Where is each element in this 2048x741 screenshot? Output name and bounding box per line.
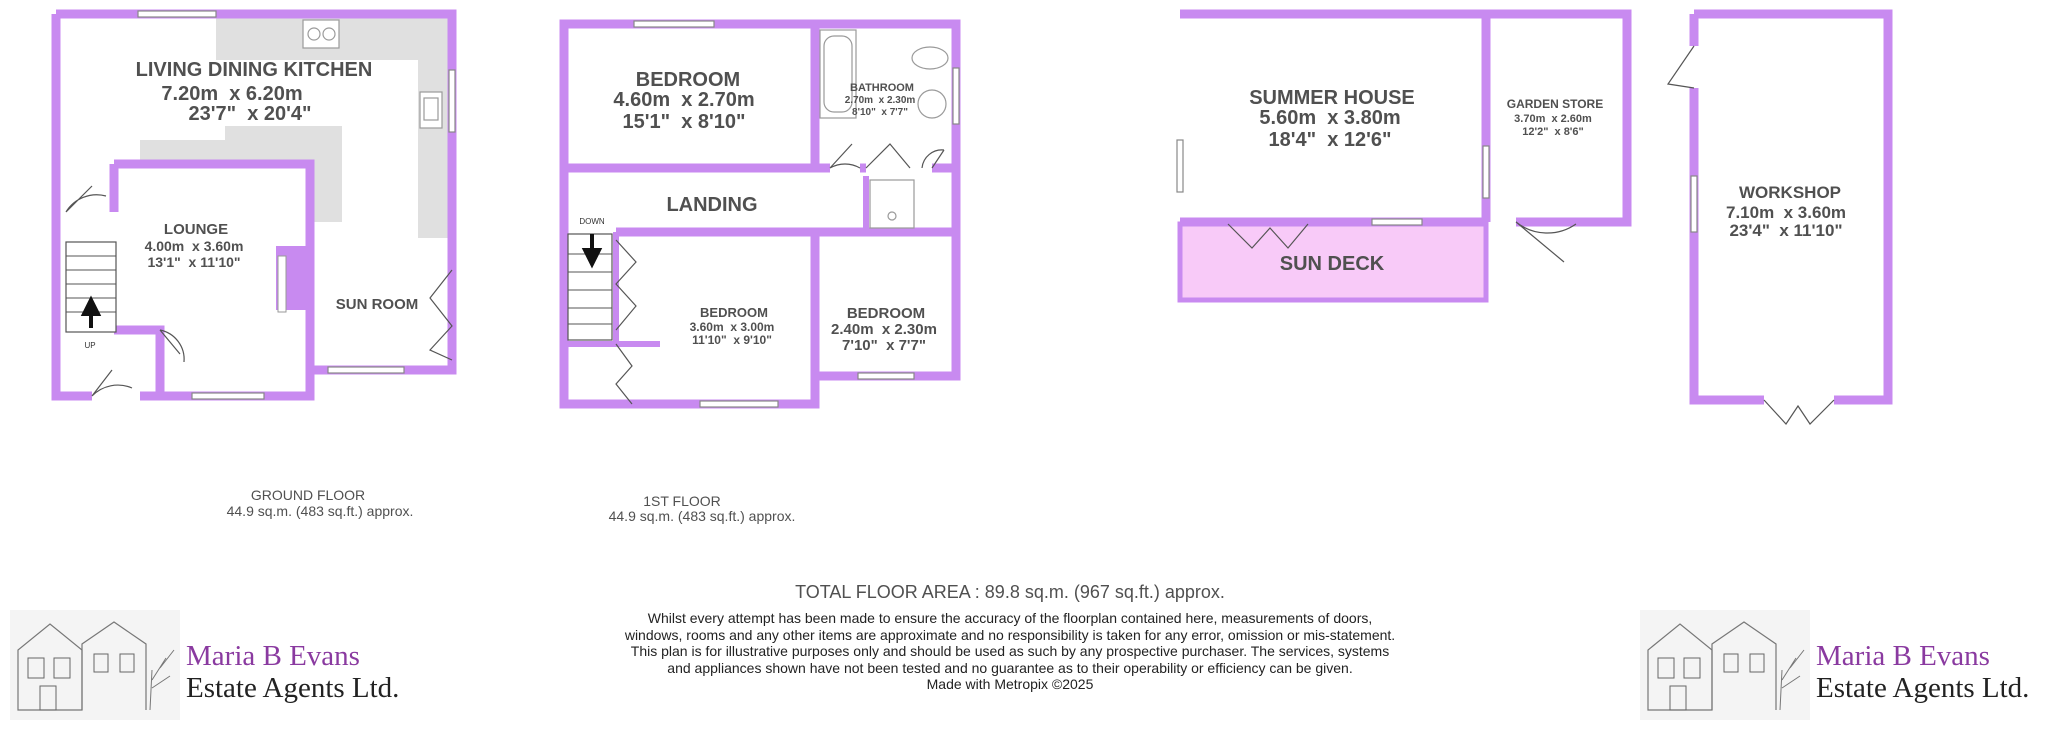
room-imperial-lounge: 13'1" x 11'10" — [147, 254, 241, 270]
room-imperial-summer-house: 18'4" x 12'6" — [1268, 129, 1392, 151]
stairs-down — [568, 217, 612, 340]
window-bedroom2 — [700, 401, 778, 407]
room-metric-bathroom: 2.70m x 2.30m — [844, 95, 916, 106]
hob-ring-left — [308, 28, 320, 40]
logo-company: Estate Agents Ltd. — [186, 672, 400, 704]
total-floor-area: TOTAL FLOOR AREA : 89.8 sq.m. (967 sq.ft.) approx. — [795, 582, 1225, 602]
fireplace — [278, 256, 286, 312]
room-metric-bedroom-1: 4.60m x 2.70m — [613, 89, 755, 111]
hall-wall — [114, 330, 160, 396]
window-bathroom — [953, 68, 959, 124]
window-bedroom3 — [858, 373, 914, 379]
window-sunroom-bottom — [328, 367, 404, 373]
ground-floor-area: 44.9 sq.m. (483 sq.ft.) approx. — [226, 503, 414, 519]
agent-logo-right — [1634, 604, 2048, 726]
room-name-living-dining-kitchen: LIVING DINING KITCHEN — [135, 59, 373, 81]
ground-floor-wall-left — [56, 14, 92, 396]
disclaimer-text: Whilst every attempt has been made to ensure the accuracy of the floorplan contained here, measurements of doors, windows, rooms and any other items are approximate and no responsibility is taken for any error, omission or mis-statement. This plan is for illustrative purposes only and should be used as such by any prospective purchaser. The services, systems and appliances shown have not been tested and no guarantee as to their operability or efficiency can be given. — [624, 610, 1396, 676]
made-with-metropix: Made with Metropix ©2025 — [926, 676, 1094, 692]
front-door-swing — [92, 370, 132, 396]
room-name-landing: LANDING — [666, 194, 758, 216]
window-bedroom1 — [634, 21, 714, 27]
shower-drain — [888, 212, 896, 220]
room-name-lounge: LOUNGE — [163, 221, 229, 238]
room-imperial-bathroom: 8'10" x 7'7" — [852, 107, 908, 118]
room-metric-lounge: 4.00m x 3.60m — [144, 238, 244, 254]
agent-logo-left — [4, 604, 424, 726]
window-kitchen-top — [138, 11, 216, 17]
first-floor-label: 1ST FLOOR — [643, 493, 721, 509]
stairs-up-label: UP — [84, 341, 96, 350]
shower-tray — [870, 180, 914, 228]
room-metric-garden-store: 3.70m x 2.60m — [1514, 113, 1592, 125]
ground-floor-plan — [56, 11, 455, 519]
room-imperial-bedroom-3: 7'10" x 7'7" — [842, 337, 926, 354]
room-metric-workshop: 7.10m x 3.60m — [1725, 203, 1847, 222]
ground-floor-wall-bottom — [140, 366, 310, 396]
summer-house-plan — [1177, 14, 1627, 300]
workshop-plan — [1668, 14, 1888, 424]
ground-floor-label: GROUND FLOOR — [250, 487, 366, 503]
room-name-workshop: WORKSHOP — [1739, 183, 1841, 202]
room-name-bedroom-2: BEDROOM — [700, 305, 768, 320]
hob-ring-right — [323, 28, 335, 40]
room-name-sun-room: SUN ROOM — [335, 296, 419, 313]
room-imperial-bedroom-2: 11'10" x 9'10" — [692, 333, 772, 347]
room-metric-bedroom-2: 3.60m x 3.00m — [689, 320, 775, 334]
kitchen-sink-bowl — [424, 98, 438, 120]
room-imperial-garden-store: 12'2" x 8'6" — [1522, 126, 1584, 138]
cupboard-door — [616, 344, 632, 404]
door-lounge-swing — [66, 186, 106, 212]
window-lounge-bottom — [192, 393, 264, 399]
room-imperial-living-dining-kitchen: 23'7" x 20'4" — [188, 103, 312, 125]
garden-store-door — [1516, 222, 1576, 262]
room-metric-living-dining-kitchen: 7.20m x 6.20m — [161, 83, 303, 105]
room-metric-summer-house: 5.60m x 3.80m — [1259, 107, 1401, 129]
house-sketch-icon — [10, 610, 180, 720]
room-name-bedroom-3: BEDROOM — [846, 305, 926, 322]
toilet — [912, 47, 948, 69]
room-name-summer-house: SUMMER HOUSE — [1249, 87, 1415, 109]
room-name-garden-store: GARDEN STORE — [1506, 97, 1604, 111]
stairs-up — [66, 242, 116, 350]
logo-company: Estate Agents Ltd. — [1816, 672, 2030, 704]
window-summer-house-left — [1177, 140, 1183, 192]
window-workshop — [1691, 176, 1697, 232]
stairs-down-label: DOWN — [579, 217, 605, 226]
disclaimer — [620, 610, 1400, 693]
house-sketch-icon — [1640, 610, 1810, 720]
door-bathroom-swing — [830, 144, 860, 168]
logo-name: Maria B Evans — [186, 640, 360, 672]
room-imperial-workshop: 23'4" x 11'10" — [1729, 221, 1843, 240]
first-floor-plan — [564, 21, 959, 524]
first-floor-area: 44.9 sq.m. (483 sq.ft.) approx. — [608, 508, 796, 524]
logo-name: Maria B Evans — [1816, 640, 1990, 672]
door-shower-swing — [866, 144, 910, 168]
window-summer-house-right — [1483, 146, 1489, 198]
room-metric-bedroom-3: 2.40m x 2.30m — [831, 321, 937, 338]
room-name-bedroom-1: BEDROOM — [635, 69, 741, 91]
window-kitchen-right — [449, 70, 455, 132]
workshop-side-door — [1668, 46, 1694, 88]
basin — [918, 90, 946, 118]
room-name-sun-deck: SUN DECK — [1279, 253, 1385, 275]
room-imperial-bedroom-1: 15'1" x 8'10" — [622, 111, 746, 133]
workshop-double-doors — [1764, 400, 1834, 424]
window-summer-house-bottom — [1372, 219, 1422, 225]
room-name-bathroom: BATHROOM — [850, 82, 914, 94]
